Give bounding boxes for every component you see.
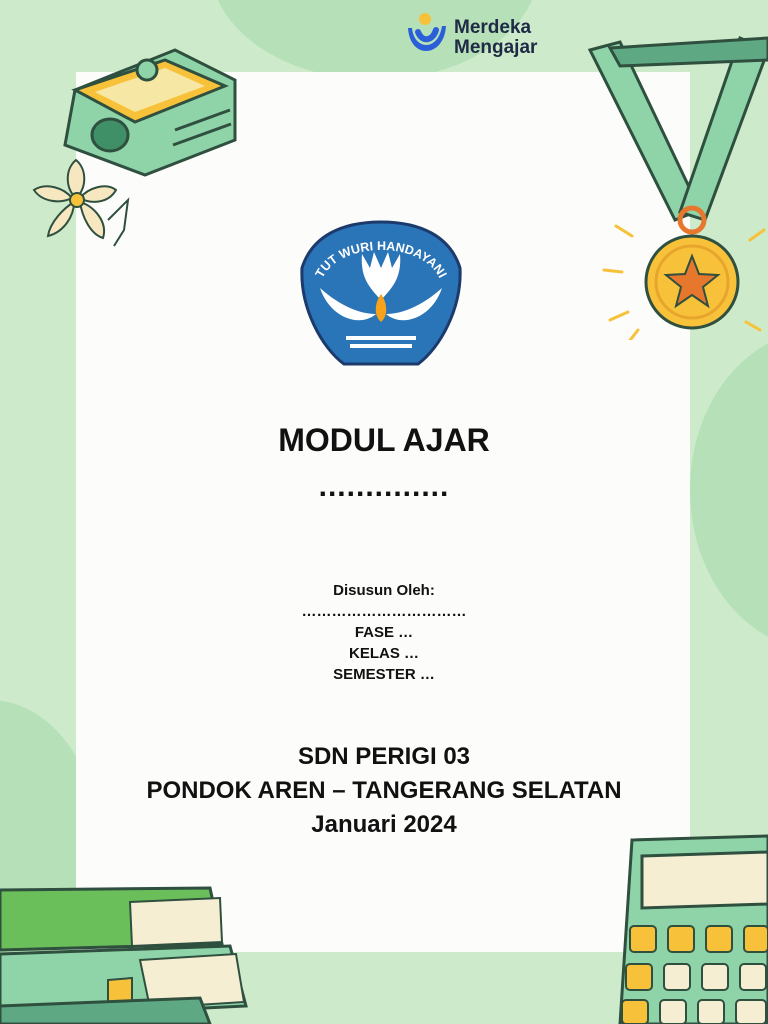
medal-illustration bbox=[580, 30, 768, 340]
author-placeholder: …………………………… bbox=[301, 603, 467, 620]
phase-field: FASE … bbox=[354, 624, 414, 641]
flower-illustration bbox=[28, 150, 138, 260]
tut-wuri-handayani-logo bbox=[300, 218, 462, 368]
compiled-by-label: Disusun Oleh: bbox=[333, 582, 435, 599]
calculator-illustration bbox=[612, 830, 768, 1024]
school-info-block bbox=[0, 740, 768, 842]
merdeka-mengajar-icon bbox=[408, 12, 448, 64]
document-title: MODUL AJAR bbox=[278, 422, 490, 458]
document-date: Januari 2024 bbox=[311, 811, 457, 838]
class-field: KELAS … bbox=[348, 645, 419, 662]
brand-line-1: Merdeka bbox=[454, 17, 532, 38]
brand-logo bbox=[408, 12, 537, 64]
author-info-block bbox=[0, 580, 768, 685]
logo-motto-text: TUT WURI HANDAYANI bbox=[312, 238, 450, 281]
books-illustration bbox=[0, 880, 250, 1024]
brand-line-2: Mengajar bbox=[454, 37, 538, 58]
school-name: SDN PERIGI 03 bbox=[297, 743, 471, 770]
school-location: PONDOK AREN – TANGERANG SELATAN bbox=[146, 777, 622, 804]
semester-field: SEMESTER … bbox=[333, 666, 435, 683]
document-subtitle-placeholder: .............. bbox=[318, 470, 450, 503]
